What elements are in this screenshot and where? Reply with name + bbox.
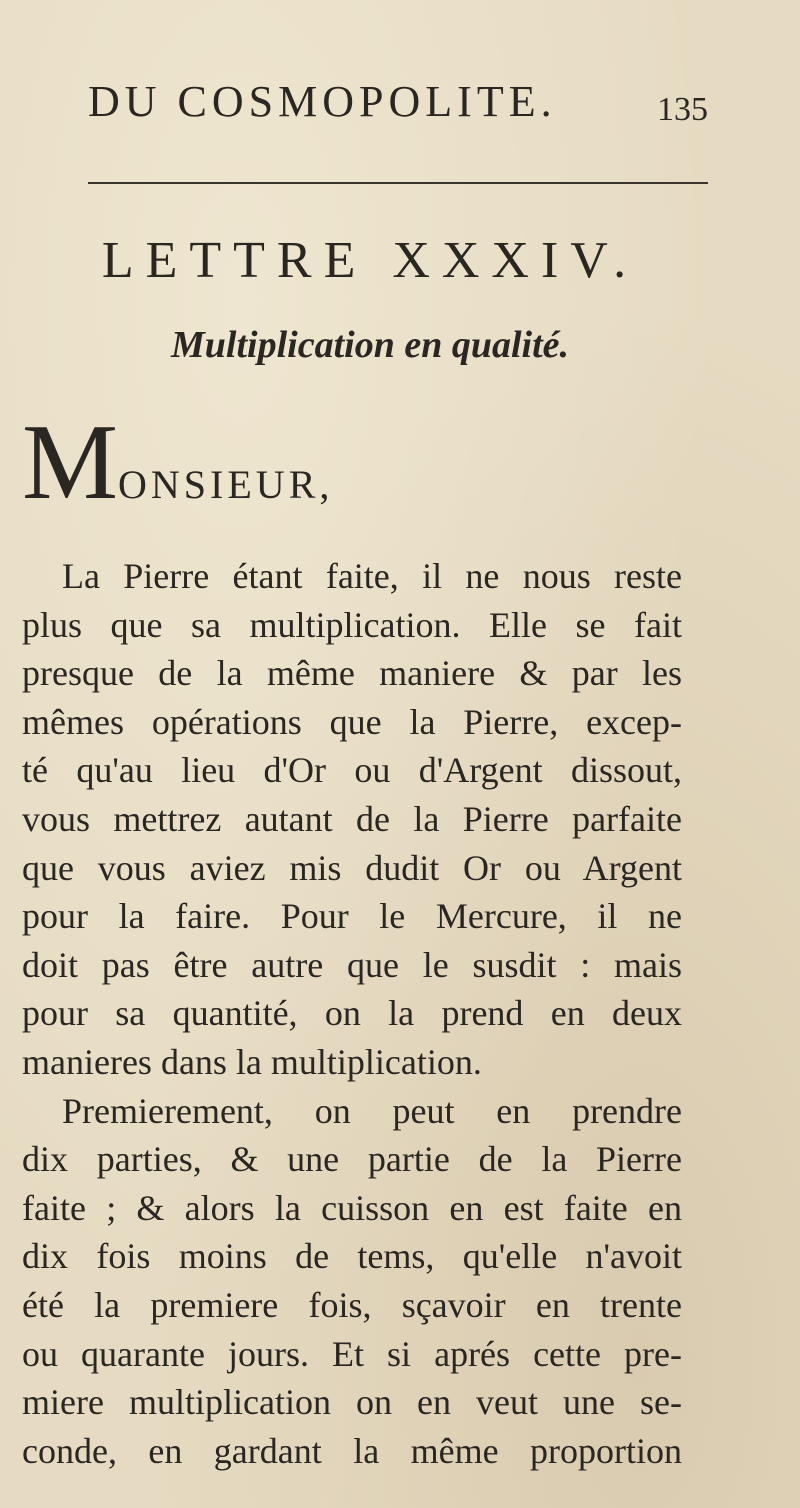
text-line: ou quarante jours. Et si aprés cette pre- xyxy=(22,1333,682,1374)
text-line: mêmes opérations que la Pierre, excep- xyxy=(22,701,682,742)
salutation xyxy=(22,403,334,522)
text-line: té qu'au lieu d'Or ou d'Argent dissout, xyxy=(22,750,682,791)
text-line: plus que sa multiplication. Elle se fait xyxy=(22,604,682,645)
drop-cap: M xyxy=(22,403,119,522)
text-line: faite ; & alors la cuisson en est faite en xyxy=(22,1187,682,1228)
header-rule xyxy=(88,182,708,184)
salutation-rest: ONSIEUR, xyxy=(118,462,334,507)
text-line: pour la faire. Pour le Mercure, il ne xyxy=(22,896,682,937)
running-head xyxy=(88,72,708,132)
letter-subtitle: Multiplication en qualité. xyxy=(171,324,569,366)
text-line: que vous aviez mis dudit Or ou Argent xyxy=(22,847,682,888)
running-title: DU COSMOPOLITE. xyxy=(88,77,557,126)
letter-title: LETTRE XXXIV. xyxy=(101,232,639,289)
text-line: dix fois moins de tems, qu'elle n'avoit xyxy=(22,1236,682,1277)
text-line: doit pas être autre que le susdit : mais xyxy=(22,944,682,985)
text-line: vous mettrez autant de la Pierre parfaite xyxy=(22,798,682,839)
body-text xyxy=(22,552,682,1475)
text-line: conde, en gardant la même proportion xyxy=(22,1430,682,1471)
page-number: 135 xyxy=(657,91,708,128)
text-line: été la premiere fois, sçavoir en trente xyxy=(22,1284,682,1325)
text-line: miere multiplication on en veut une se- xyxy=(22,1382,682,1423)
text-line: manieres dans la multiplication. xyxy=(22,1041,482,1082)
text-line: presque de la même maniere & par les xyxy=(22,653,682,694)
text-line: Premierement, on peut en prendre xyxy=(62,1090,682,1131)
text-line: La Pierre étant faite, il ne nous reste xyxy=(62,556,682,596)
text-line: dix parties, & une partie de la Pierre xyxy=(22,1139,682,1180)
text-line: pour sa quantité, on la prend en deux xyxy=(22,993,682,1034)
